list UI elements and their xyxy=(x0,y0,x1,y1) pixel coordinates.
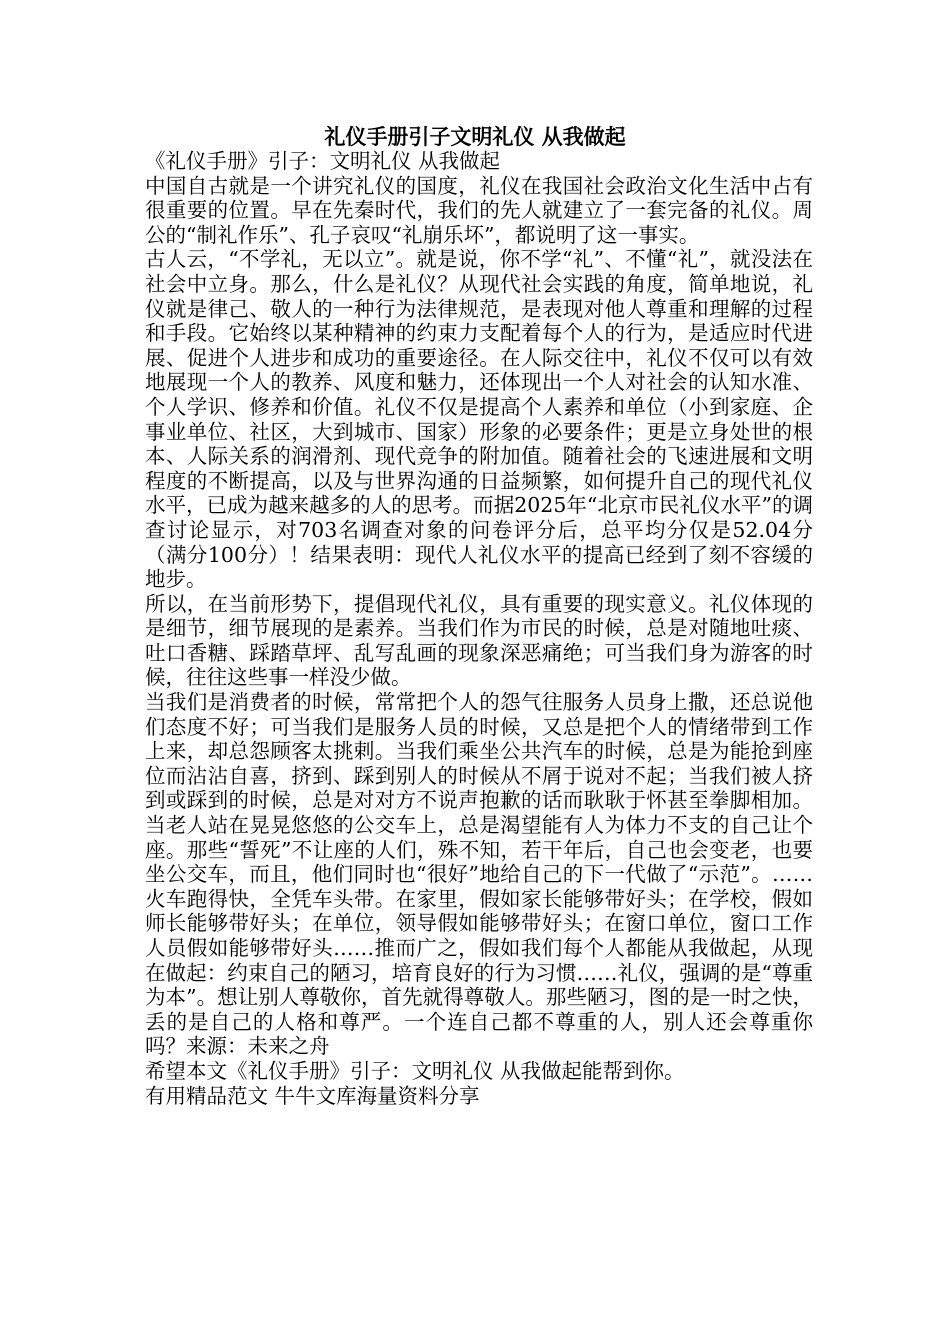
paragraph-history: 中国自古就是一个讲究礼仪的国度，礼仪在我国社会政治文化生活中占有很重要的位置。早在先秦时代，我们的先人就建立了一套完备的礼仪。周公的“制礼作乐”、孔子哀叹“礼崩乐坏”，都说明了这一事实。 xyxy=(145,173,813,247)
paragraph-significance: 所以，在当前形势下，提倡现代礼仪，具有重要的现实意义。礼仪体现的是细节，细节展现的是素养。当我们作为市民的时候，总是对随地吐痰、吐口香糖、踩踏草坪、乱写乱画的现象深恶痛绝；可当我们身为游客的时候，往往这些事一样没少做。 xyxy=(145,591,813,690)
paragraph-closing: 希望本文《礼仪手册》引子：文明礼仪 从我做起能帮到你。 xyxy=(145,1058,685,1083)
document-body xyxy=(145,149,813,1108)
paragraph-subtitle: 《礼仪手册》引子：文明礼仪 从我做起 xyxy=(145,149,501,173)
document-title: 礼仪手册引子文明礼仪 从我做起 xyxy=(324,124,626,149)
paragraph-definition: 古人云，“不学礼，无以立”。就是说，你不学“礼”、不懂“礼”，就没法在社会中立身。那么，什么是礼仪？从现代社会实践的角度，简单地说，礼仪就是律己、敬人的一种行为法律规范，是表现对他人尊重和理解的过程和手段。它始终以某种精神的约束力支配着每个人的行为，是适应时代进展、促进个人进步和成功的重要途径。在人际交往中，礼仪不仅可以有效地展现一个人的教养、风度和魅力，还体现出一个人对社会的认知水准、个人学识、修养和价值。礼仪不仅是提高个人素养和单位（小到家庭、企事业单位、社区，大到城市、国家）形象的必要条件；更是立身处世的根本、人际关系的润滑剂、现代竞争的附加值。随着社会的飞速进展和文明程度的不断提高，以及与世界沟通的日益频繁，如何提升自己的现代礼仪水平，已成为越来越多的人的思考。而据2025年“北京市民礼仪水平”的调查讨论显示，对703名调查对象的问卷评分后，总平均分仅是52.04分（满分100分）！结果表明：现代人礼仪水平的提高已经到了刻不容缓的地步。 xyxy=(145,247,813,592)
paragraph-examples: 当我们是消费者的时候，常常把个人的怨气往服务人员身上撒，还总说他们态度不好；可当我们是服务人员的时候，又总是把个人的情绪带到工作上来，却总怨顾客太挑剌。当我们乘坐公共汽车的时候，总是为能抢到座位而沾沾自喜，挤到、踩到别人的时候从不屑于说对不起；当我们被人挤到或踩到的时候，总是对对方不说声抱歉的话而耿耿于怀甚至拳脚相加。当老人站在晃晃悠悠的公交车上，总是渴望能有人为体力不支的自己让个座。那些“誓死”不让座的人们，殊不知，若干年后，自己也会变老，也要坐公交车，而且，他们同时也“很好”地给自己的下一代做了“示范”。……火车跑得快，全凭车头带。在家里，假如家长能够带好头；在学校，假如师长能够带好头；在单位，领导假如能够带好头；在窗口单位，窗口工作人员假如能够带好头……推而广之，假如我们每个人都能从我做起，从现在做起：约束自己的陋习，培育良好的行为习惯……礼仪，强调的是“尊重为本”。想让别人尊敬你，首先就得尊敬人。那些陋习，图的是一时之快，丢的是自己的人格和尊严。一个连自己都不尊重的人，别人还会尊重你吗？来源：未来之舟 xyxy=(145,690,813,1059)
paragraph-footer: 有用精品范文 牛牛文库海量资料分享 xyxy=(145,1083,480,1108)
